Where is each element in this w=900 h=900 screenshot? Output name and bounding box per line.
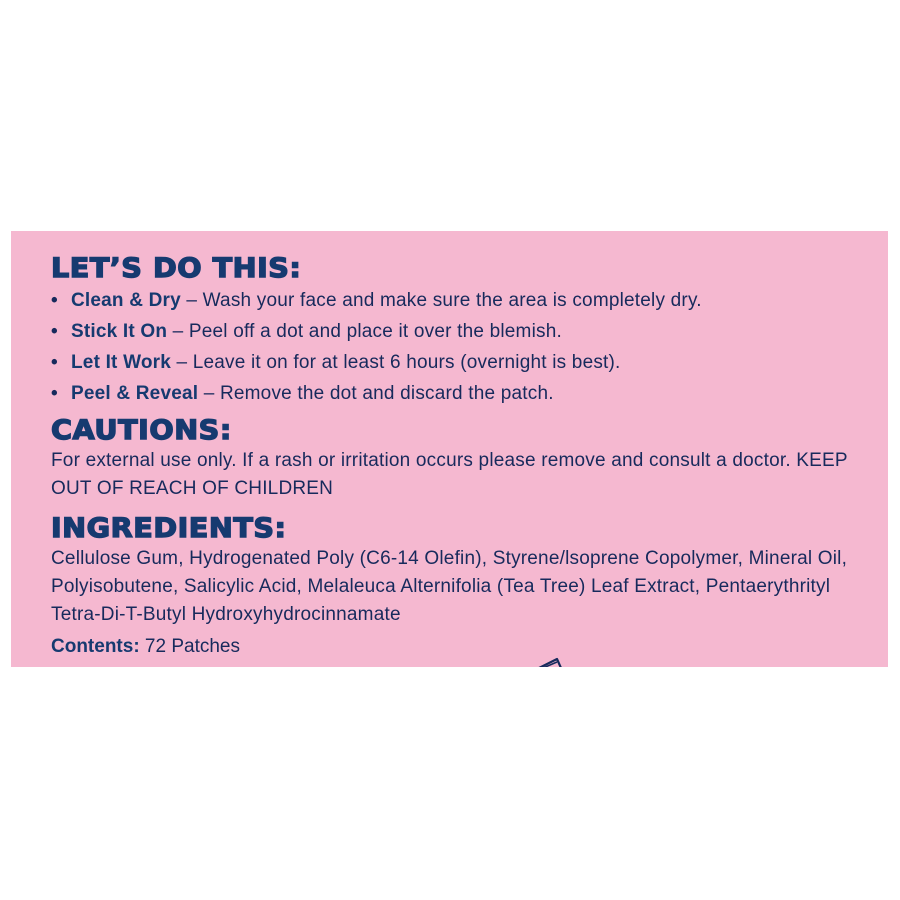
cautions-heading: CAUTIONS: [51, 415, 232, 446]
contents-label: Contents: [51, 636, 140, 657]
directions-steps-list [51, 285, 868, 409]
step-text: – Wash your face and make sure the area is completely dry. [180, 290, 702, 311]
label-content [51, 253, 868, 661]
direction-step [51, 347, 868, 378]
product-label-panel [11, 231, 888, 667]
bullet-icon: • [51, 383, 58, 404]
step-title: Peel & Reveal [71, 383, 199, 404]
direction-step [51, 285, 868, 316]
directions-heading: LET’S DO THIS: [51, 253, 302, 284]
ingredients-text: Cellulose Gum, Hydrogenated Poly (C6-14 Olefin), Styrene/lsoprene Copolymer, Mineral Oil, Polyisobutene, Salicylic Acid, Melaleuca Alternifolia (Tea Tree) Leaf Extract, Pentaerythrityl Tetra-Di-T-Butyl Hydroxyhydrocinnamate [51, 548, 848, 625]
step-title: Stick It On [71, 321, 168, 342]
bullet-icon: • [51, 352, 58, 373]
step-text: – Leave it on for at least 6 hours (overnight is best). [171, 352, 621, 373]
ingredients-heading: INGREDIENTS: [51, 513, 287, 544]
contents-line [51, 633, 868, 661]
bullet-icon: • [51, 321, 58, 342]
bullet-icon: • [51, 290, 58, 311]
step-title: Let It Work [71, 352, 172, 373]
step-title: Clean & Dry [71, 290, 181, 311]
contents-value: 72 Patches [139, 636, 240, 657]
step-text: – Remove the dot and discard the patch. [198, 383, 554, 404]
decorative-tip-icon [535, 656, 565, 667]
direction-step [51, 316, 868, 347]
cautions-text: For external use only. If a rash or irritation occurs please remove and consult a doctor. KEEP OUT OF REACH OF CHILDREN [51, 450, 848, 499]
step-text: – Peel off a dot and place it over the blemish. [167, 321, 562, 342]
direction-step [51, 378, 868, 409]
